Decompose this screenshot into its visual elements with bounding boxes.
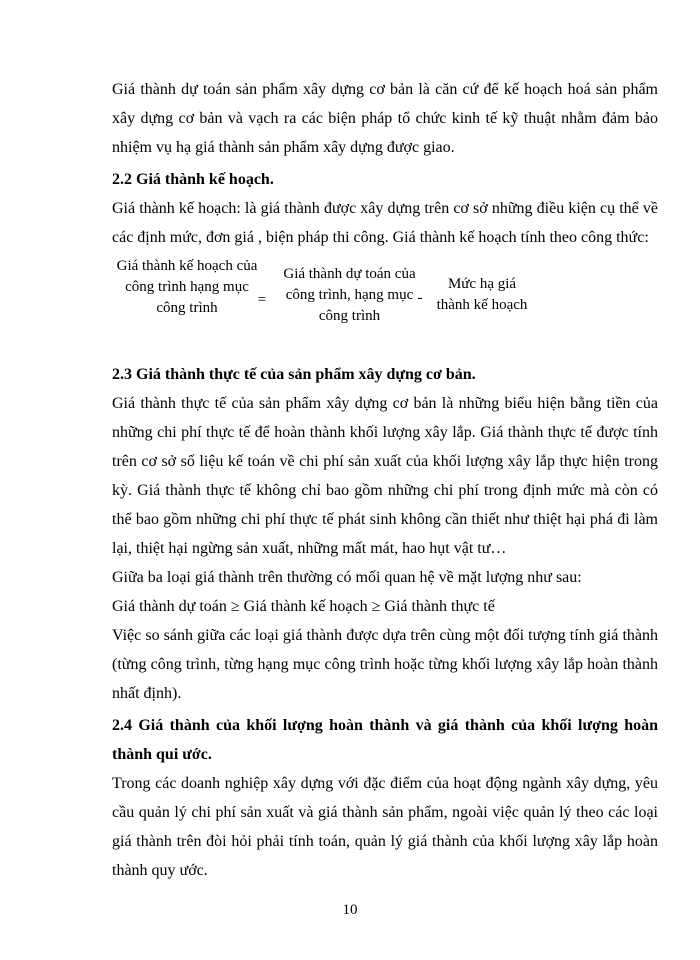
- formula-right-term: Mức hạ giá thành kế hoạch: [436, 276, 528, 313]
- paragraph-inequality: Giá thành dự toán ≥ Giá thành kế hoạch ≥ Giá thành thực tế: [112, 598, 495, 615]
- page-number: 10: [342, 902, 358, 918]
- heading-2-4: 2.4 Giá thành của khối lượng hoàn thành và giá thành của khối lượng hoàn thành qui ước.: [112, 717, 658, 763]
- formula-equals-sign: =: [257, 292, 267, 308]
- paragraph-enterprises: Trong các doanh nghiệp xây dựng với đặc điểm của hoạt động ngành xây dựng, yêu cầu quản lý chi phí sản xuất và giá thành sản phẩm, ngoài việc quản lý theo các loại giá thành trên đòi hỏi phải tính toán, quản lý giá thành của khối lượng xây lắp hoàn thành quy ước.: [112, 775, 658, 879]
- planned-cost-formula: [112, 256, 658, 352]
- paragraph-planned-cost: Giá thành kế hoạch: là giá thành được xây dựng trên cơ sở những điều kiện cụ thể về các định mức, đơn giá , biện pháp thi công. Giá thành kế hoạch tính theo công thức:: [112, 200, 658, 246]
- formula-middle-term: Giá thành dự toán của công trình, hạng mục công trình: [283, 266, 416, 324]
- document-body: [112, 75, 658, 885]
- paragraph-comparison: Việc so sánh giữa các loại giá thành được dựa trên cùng một đối tượng tính giá thành (từng công trình, từng hạng mục công trình hoặc từng khối lượng xây lắp hoàn thành nhất định).: [112, 627, 658, 702]
- heading-2-3: 2.3 Giá thành thực tế của sản phẩm xây dựng cơ bản.: [112, 366, 476, 383]
- formula-left-term: Giá thành kế hoạch của công trình hạng mục công trình: [116, 258, 258, 316]
- paragraph-actual-cost: Giá thành thực tế của sản phẩm xây dựng cơ bản là những biểu hiện bằng tiền của những chi phí thực tế để hoàn thành khối lượng xây lắp. Giá thành thực tế được tính trên cơ sở số liệu kế toán về chi phí sản xuất của khối lượng xây lắp thực hiện trong kỳ. Giá thành thực tế không chỉ bao gồm những chi phí trong định mức mà còn có thể bao gồm những chi phí thực tế phát sinh không cần thiết như thiệt hại phá đi làm lại, thiệt hại ngừng sản xuất, những mất mát, hao hụt vật tư…: [112, 395, 658, 557]
- paragraph-relationship: Giữa ba loại giá thành trên thường có mối quan hệ về mặt lượng như sau:: [112, 569, 582, 586]
- paragraph-estimate-cost: Giá thành dự toán sản phẩm xây dựng cơ bản là căn cứ để kế hoạch hoá sản phẩm xây dựng cơ bản và vạch ra các biện pháp tổ chức kinh tế kỹ thuật nhằm đảm bảo nhiệm vụ hạ giá thành sản phẩm xây dựng được giao.: [112, 81, 658, 156]
- heading-2-2: 2.2 Giá thành kế hoạch.: [112, 171, 274, 188]
- formula-minus-sign: -: [417, 290, 423, 306]
